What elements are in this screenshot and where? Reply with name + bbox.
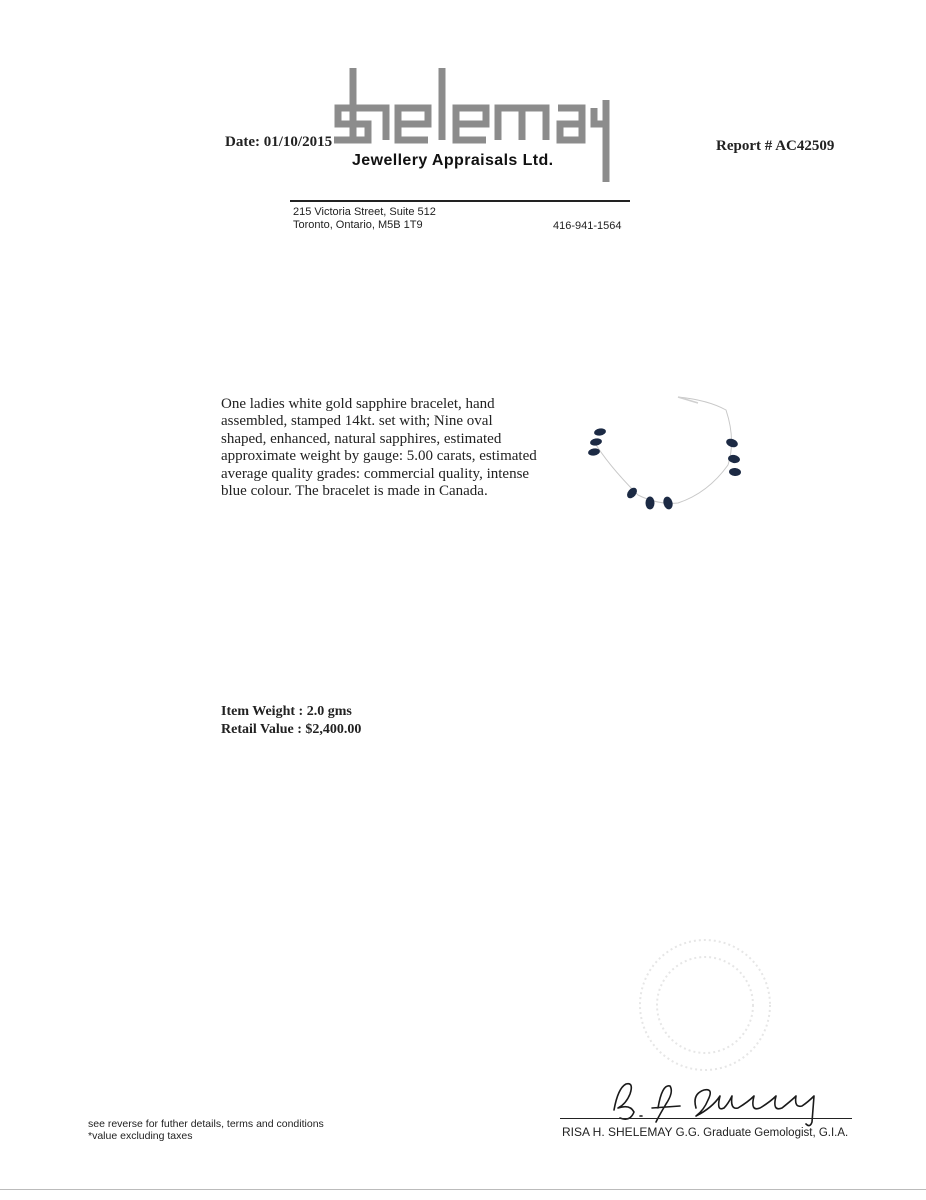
shelemay-logo: [320, 60, 610, 190]
retail-value-label: Retail Value :: [221, 722, 302, 737]
page-bottom-edge: [0, 1189, 926, 1190]
address-line-1: 215 Victoria Street, Suite 512: [293, 206, 436, 218]
footnotes: [88, 1118, 324, 1142]
item-weight-label: Item Weight :: [221, 704, 304, 719]
signature-rule: [560, 1118, 852, 1119]
retail-value-row: [221, 721, 361, 739]
appraiser-name: RISA H. SHELEMAY: [562, 1125, 673, 1139]
date-value: 01/10/2015: [263, 134, 333, 150]
company-phone: 416-941-1564: [553, 220, 622, 232]
item-details: [221, 703, 361, 739]
footnote-taxes: *value excluding taxes: [88, 1130, 193, 1142]
report-value: AC42509: [775, 138, 835, 154]
appraiser-credential: G.G. Graduate Gemologist, G.I.A.: [672, 1127, 849, 1139]
company-address: [293, 206, 436, 232]
report-label: Report #: [716, 138, 773, 154]
appraisal-date: [225, 134, 332, 151]
signature-mark: [600, 1078, 860, 1128]
company-name: Jewellery Appraisals Ltd.: [352, 152, 554, 169]
retail-value-value: $2,400.00: [305, 722, 362, 737]
bracelet-photo: [578, 385, 758, 520]
appraiser-signature-line: [562, 1125, 848, 1139]
header-rule: [290, 200, 630, 202]
footnote-terms: see reverse for futher details, terms and conditions: [88, 1118, 324, 1130]
address-line-2: Toronto, Ontario, M5B 1T9: [293, 219, 423, 231]
item-description: One ladies white gold sapphire bracelet, hand assembled, stamped 14kt. set with; Nine oval shaped, enhanced, natural sapphires, estimated approximate weight by gauge: 5.00 carats, estimated average quality grades: commercial quality, intense blue colour. The bracelet is made in Canada.: [221, 396, 537, 500]
item-weight-row: [221, 703, 361, 721]
report-number: [716, 138, 834, 155]
embossed-seal: [610, 930, 790, 1080]
item-weight-value: 2.0 gms: [306, 704, 352, 719]
date-label: Date:: [225, 134, 260, 150]
